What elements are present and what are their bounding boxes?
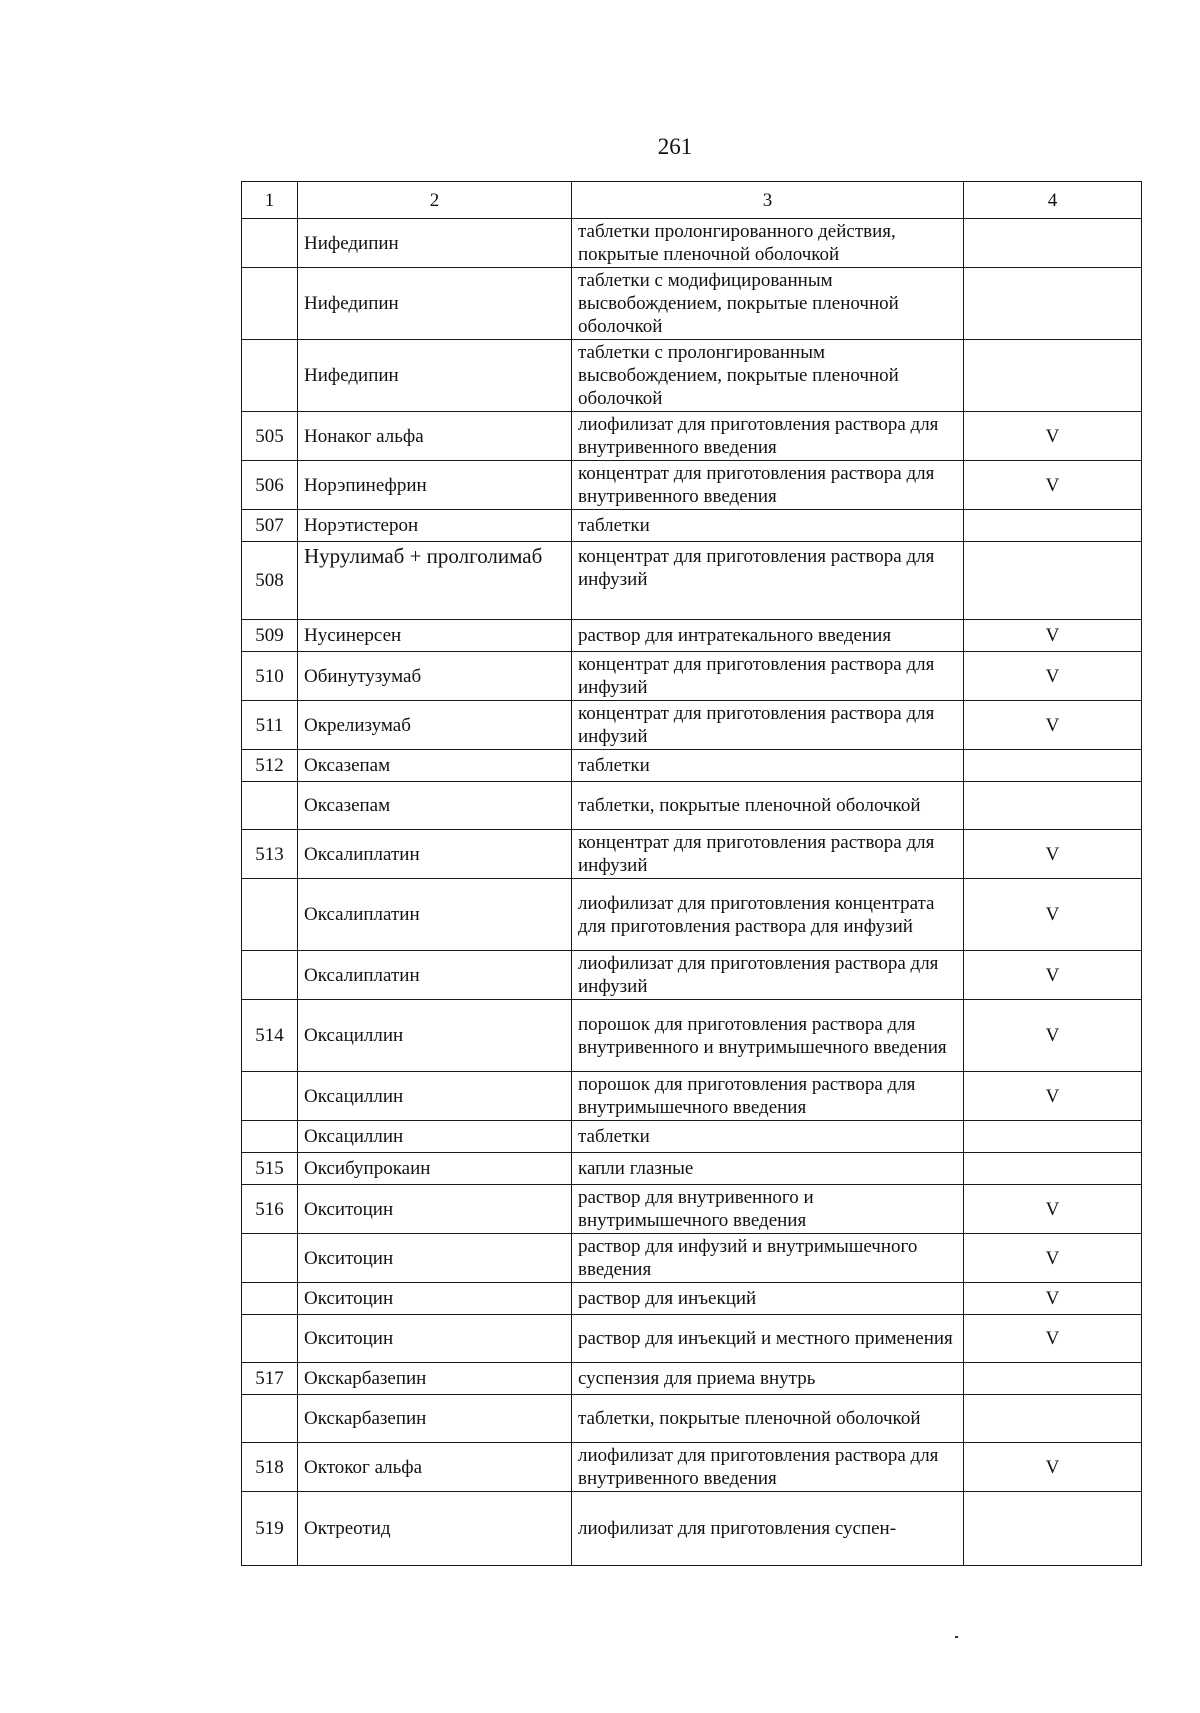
drug-name: Окситоцин	[298, 1185, 572, 1234]
drug-name: Оксазепам	[298, 782, 572, 830]
row-number: 515	[242, 1153, 298, 1185]
vital-mark	[964, 782, 1142, 830]
table-row	[242, 1363, 1142, 1395]
dosage-form: раствор для интратекального введения	[572, 620, 964, 652]
vital-mark	[964, 268, 1142, 340]
row-number	[242, 1072, 298, 1121]
row-number	[242, 268, 298, 340]
row-number: 507	[242, 510, 298, 542]
drug-name: Окскарбазепин	[298, 1363, 572, 1395]
row-number	[242, 1395, 298, 1443]
dosage-form: раствор для инфузий и внутримышечного введения	[572, 1234, 964, 1283]
dosage-form: таблетки, покрытые пленочной оболочкой	[572, 1395, 964, 1443]
dosage-form: таблетки с пролонгированным высвобождением, покрытые пленочной оболочкой	[572, 340, 964, 412]
table-row	[242, 1443, 1142, 1492]
row-number	[242, 879, 298, 951]
table-row	[242, 701, 1142, 750]
dosage-form: лиофилизат для приготовления концентрата для приготовления раствора для инфузий	[572, 879, 964, 951]
drug-name: Норэтистерон	[298, 510, 572, 542]
drug-name: Нурулимаб + пролголимаб	[298, 542, 572, 620]
drug-name: Окситоцин	[298, 1315, 572, 1363]
table-row	[242, 268, 1142, 340]
row-number: 511	[242, 701, 298, 750]
table-row	[242, 219, 1142, 268]
vital-mark	[964, 1153, 1142, 1185]
row-number	[242, 782, 298, 830]
dosage-form: таблетки, покрытые пленочной оболочкой	[572, 782, 964, 830]
drug-name: Окситоцин	[298, 1234, 572, 1283]
drug-name: Оксалиплатин	[298, 951, 572, 1000]
vital-mark	[964, 219, 1142, 268]
row-number: 519	[242, 1492, 298, 1566]
row-number: 508	[242, 542, 298, 620]
vital-mark: V	[964, 1185, 1142, 1234]
table-row	[242, 879, 1142, 951]
table-row	[242, 461, 1142, 510]
page-number: 261	[657, 134, 693, 159]
row-number: 510	[242, 652, 298, 701]
table-row	[242, 1234, 1142, 1283]
dosage-form: концентрат для приготовления раствора для внутривенного введения	[572, 461, 964, 510]
table-row	[242, 340, 1142, 412]
drug-name: Нифедипин	[298, 268, 572, 340]
dosage-form: суспензия для приема внутрь	[572, 1363, 964, 1395]
row-number	[242, 1234, 298, 1283]
drug-name: Оксациллин	[298, 1000, 572, 1072]
vital-mark: V	[964, 1072, 1142, 1121]
vital-mark	[964, 1492, 1142, 1566]
row-number: 505	[242, 412, 298, 461]
vital-mark	[964, 542, 1142, 620]
table-row	[242, 951, 1142, 1000]
vital-mark: V	[964, 1234, 1142, 1283]
drug-name: Нусинерсен	[298, 620, 572, 652]
table-row	[242, 1395, 1142, 1443]
table-row	[242, 542, 1142, 620]
dosage-form: таблетки	[572, 510, 964, 542]
drug-name: Оксациллин	[298, 1121, 572, 1153]
vital-mark: V	[964, 701, 1142, 750]
vital-mark: V	[964, 951, 1142, 1000]
drug-name: Оксазепам	[298, 750, 572, 782]
column-header-name: 2	[298, 182, 572, 219]
drug-name: Окситоцин	[298, 1283, 572, 1315]
row-number: 514	[242, 1000, 298, 1072]
vital-mark: V	[964, 830, 1142, 879]
drug-name: Нифедипин	[298, 340, 572, 412]
drug-name: Октоког альфа	[298, 1443, 572, 1492]
dosage-form: таблетки с модифицированным высвобождением, покрытые пленочной оболочкой	[572, 268, 964, 340]
row-number: 516	[242, 1185, 298, 1234]
row-number	[242, 1315, 298, 1363]
vital-mark: V	[964, 1315, 1142, 1363]
dosage-form: таблетки	[572, 750, 964, 782]
dosage-form: раствор для инъекций	[572, 1283, 964, 1315]
column-header-mark: 4	[964, 182, 1142, 219]
row-number	[242, 219, 298, 268]
vital-mark	[964, 340, 1142, 412]
drug-name: Оксалиплатин	[298, 830, 572, 879]
vital-mark: V	[964, 879, 1142, 951]
table-row	[242, 412, 1142, 461]
dosage-form: порошок для приготовления раствора для внутримышечного введения	[572, 1072, 964, 1121]
row-number	[242, 951, 298, 1000]
vital-mark: V	[964, 461, 1142, 510]
vital-mark	[964, 1121, 1142, 1153]
table-row	[242, 1185, 1142, 1234]
scan-speck	[955, 1636, 958, 1638]
table-row	[242, 1315, 1142, 1363]
dosage-form: лиофилизат для приготовления раствора для внутривенного введения	[572, 1443, 964, 1492]
column-header-form: 3	[572, 182, 964, 219]
row-number: 509	[242, 620, 298, 652]
table-row	[242, 1072, 1142, 1121]
dosage-form: концентрат для приготовления раствора для инфузий	[572, 830, 964, 879]
drug-name: Оксалиплатин	[298, 879, 572, 951]
dosage-form: лиофилизат для приготовления раствора для инфузий	[572, 951, 964, 1000]
dosage-form: концентрат для приготовления раствора для инфузий	[572, 542, 964, 620]
dosage-form: порошок для приготовления раствора для внутривенного и внутримышечного введения	[572, 1000, 964, 1072]
table-row	[242, 510, 1142, 542]
dosage-form: лиофилизат для приготовления раствора для внутривенного введения	[572, 412, 964, 461]
vital-mark: V	[964, 1443, 1142, 1492]
vital-mark: V	[964, 1000, 1142, 1072]
drug-name: Окскарбазепин	[298, 1395, 572, 1443]
drug-name: Обинутузумаб	[298, 652, 572, 701]
dosage-form: лиофилизат для приготовления суспен-	[572, 1492, 964, 1566]
drug-name: Оксациллин	[298, 1072, 572, 1121]
table-row	[242, 1283, 1142, 1315]
dosage-form: таблетки пролонгированного действия, покрытые пленочной оболочкой	[572, 219, 964, 268]
vital-mark: V	[964, 652, 1142, 701]
drug-name: Нонаког альфа	[298, 412, 572, 461]
table-row	[242, 652, 1142, 701]
row-number	[242, 1283, 298, 1315]
vital-mark	[964, 750, 1142, 782]
table-row	[242, 1121, 1142, 1153]
table-header-row	[242, 182, 1142, 219]
column-header-number: 1	[242, 182, 298, 219]
drug-name: Окрелизумаб	[298, 701, 572, 750]
dosage-form: концентрат для приготовления раствора для инфузий	[572, 701, 964, 750]
table-row	[242, 830, 1142, 879]
dosage-form: раствор для инъекций и местного применения	[572, 1315, 964, 1363]
drug-name: Нифедипин	[298, 219, 572, 268]
table-row	[242, 620, 1142, 652]
drug-table	[241, 181, 1142, 1566]
dosage-form: раствор для внутривенного и внутримышечного введения	[572, 1185, 964, 1234]
vital-mark: V	[964, 1283, 1142, 1315]
table-body	[242, 219, 1142, 1566]
table-row	[242, 750, 1142, 782]
vital-mark	[964, 1363, 1142, 1395]
vital-mark: V	[964, 620, 1142, 652]
row-number: 518	[242, 1443, 298, 1492]
vital-mark	[964, 1395, 1142, 1443]
drug-name: Октреотид	[298, 1492, 572, 1566]
dosage-form: таблетки	[572, 1121, 964, 1153]
drug-name: Оксибупрокаин	[298, 1153, 572, 1185]
row-number: 517	[242, 1363, 298, 1395]
row-number	[242, 1121, 298, 1153]
row-number: 513	[242, 830, 298, 879]
table-row	[242, 782, 1142, 830]
vital-mark	[964, 510, 1142, 542]
vital-mark: V	[964, 412, 1142, 461]
row-number: 506	[242, 461, 298, 510]
table-row	[242, 1492, 1142, 1566]
row-number	[242, 340, 298, 412]
dosage-form: концентрат для приготовления раствора для инфузий	[572, 652, 964, 701]
dosage-form: капли глазные	[572, 1153, 964, 1185]
row-number: 512	[242, 750, 298, 782]
table-row	[242, 1153, 1142, 1185]
table-row	[242, 1000, 1142, 1072]
drug-name: Норэпинефрин	[298, 461, 572, 510]
